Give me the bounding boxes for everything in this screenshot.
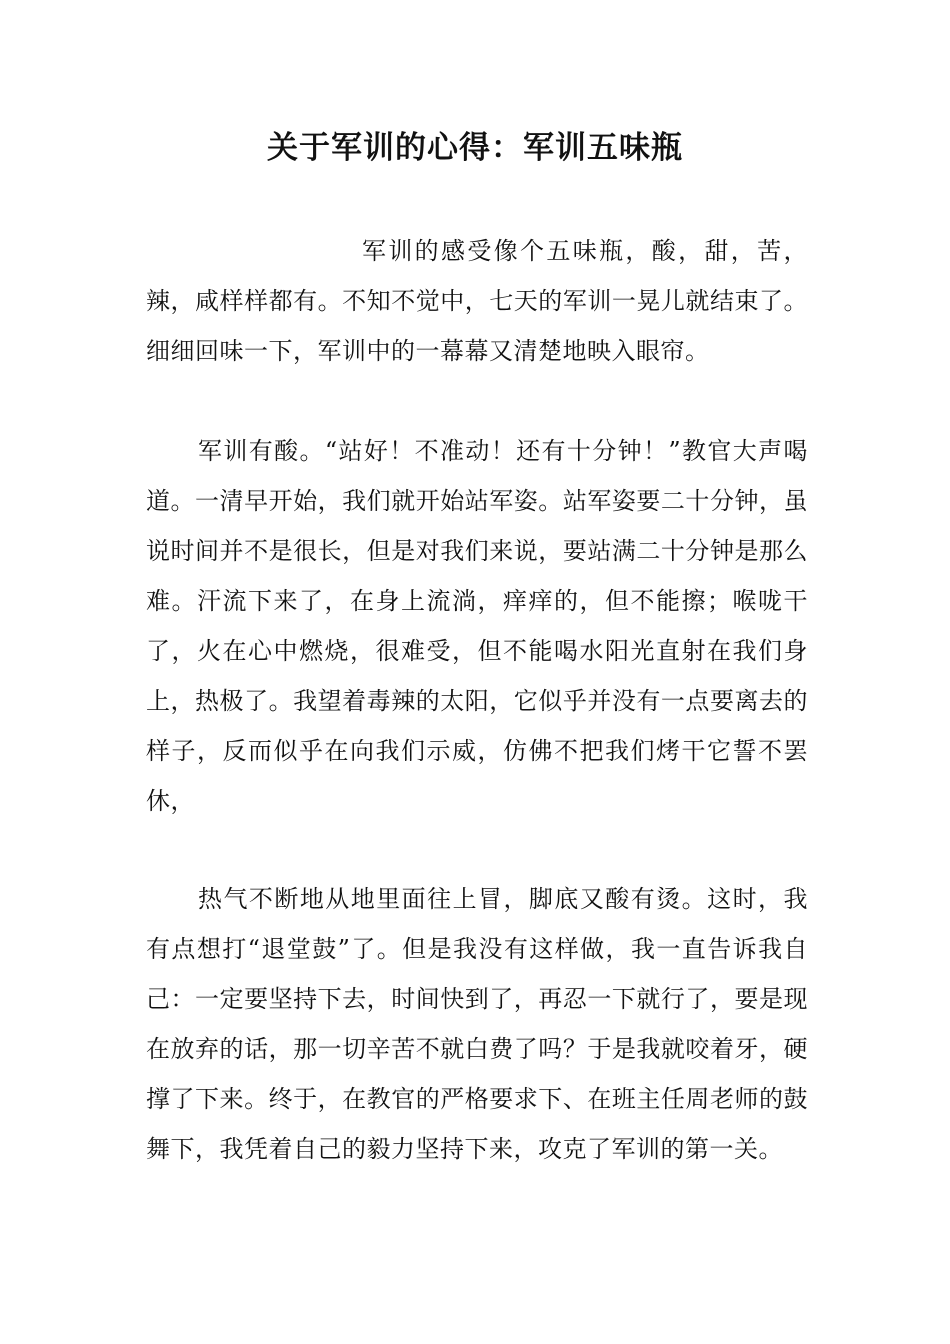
paragraph-3: 热气不断地从地里面往上冒，脚底又酸有烫。这时，我有点想打“退堂鼓”了。但是我没有这样做，我一直告诉我自己：一定要坚持下去，时间快到了，再忍一下就行了，要是现在放弃的话，那一切辛苦不就白费了吗？于是我就咬着牙，硬撑了下来。终于，在教官的严格要求下、在班主任周老师的鼓舞下，我凭着自己的毅力坚持下来，攻克了军训的第一关。 (146, 885, 808, 1163)
document-title: 关于军训的心得：军训五味瓶 (267, 130, 683, 166)
paragraph-2: 军训有酸。“站好！不准动！还有十分钟！”教官大声喝道。一清早开始，我们就开始站军姿。站军姿要二十分钟，虽说时间并不是很长，但是对我们来说，要站满二十分钟是那么难。汗流下来了，在身上流淌，痒痒的，但不能擦；喉咙干了，火在心中燃烧，很难受，但不能喝水阳光直射在我们身上，热极了。我望着毒辣的太阳，它似乎并没有一点要离去的样子，反而似乎在向我们示威，仿佛不把我们烤干它誓不罢休， (146, 437, 808, 815)
paragraph-1: 军训的感受像个五味瓶，酸，甜，苦，辣，咸样样都有。不知不觉中，七天的军训一晃儿就结束了。细细回味一下，军训中的一幕幕又清楚地映入眼帘。 (146, 237, 808, 365)
